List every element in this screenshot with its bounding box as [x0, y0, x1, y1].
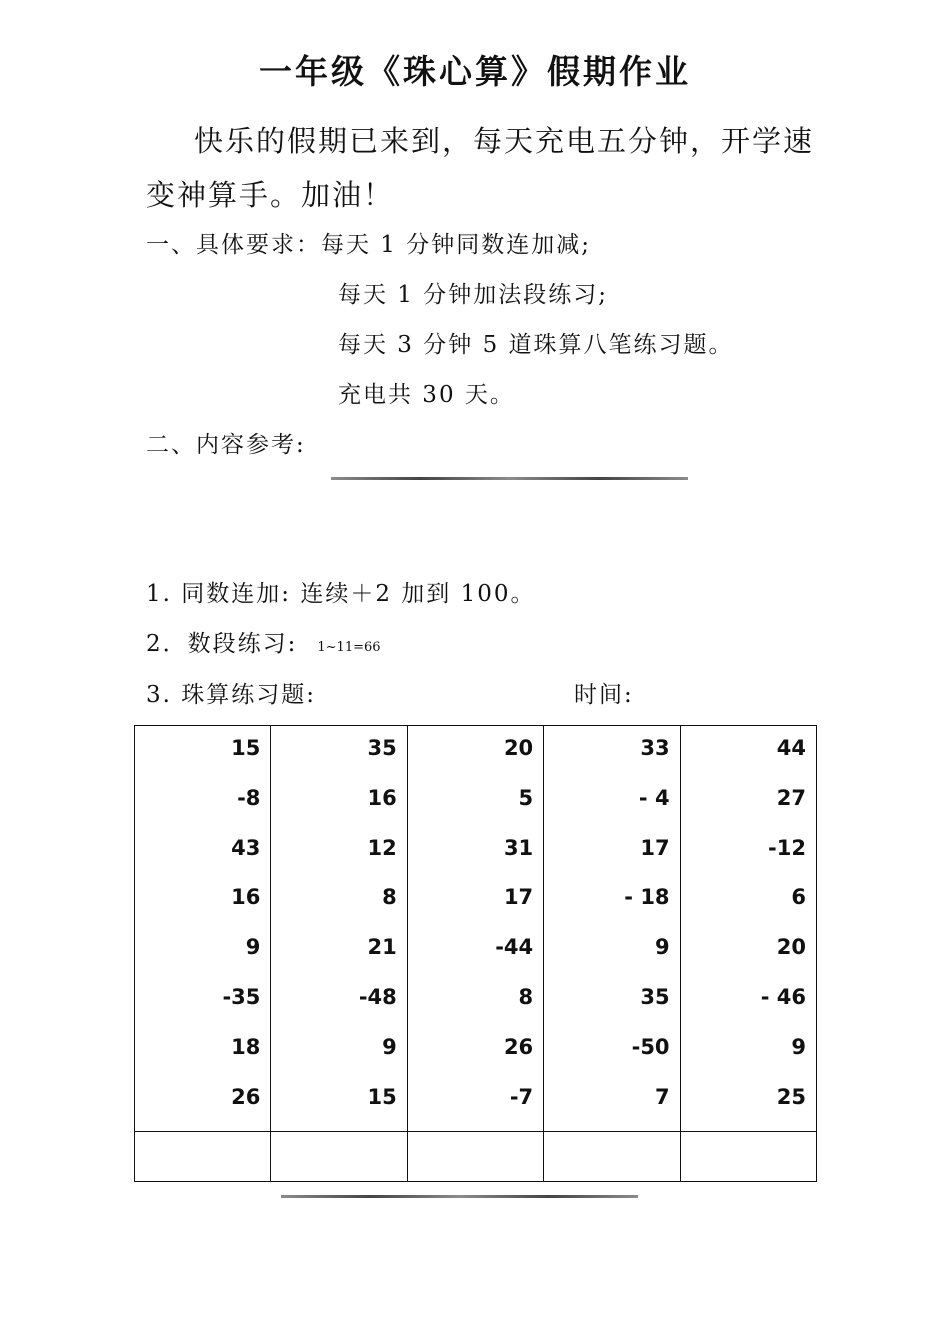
- problem-number: 20: [503, 736, 534, 760]
- problem-number: 15: [367, 1084, 397, 1109]
- problem-number: -48: [358, 984, 397, 1009]
- time-label: 时间:: [574, 682, 634, 708]
- problem-number: 5: [518, 785, 534, 810]
- problem-number: - 46: [760, 984, 806, 1009]
- problem-number: 44: [776, 736, 806, 760]
- problem-number: 8: [518, 984, 534, 1009]
- problem-number: -12: [768, 835, 806, 860]
- problem-number: 31: [503, 835, 534, 860]
- requirement-item: 充电共 30 天。: [338, 382, 515, 408]
- problem-number: 15: [231, 736, 261, 760]
- table-row: [135, 726, 817, 1132]
- problem-number: 7: [654, 1084, 670, 1109]
- problem-number: 9: [791, 1034, 806, 1059]
- intro-paragraph: 快乐的假期已来到，每天充电五分钟，开学速变神算手。加油！: [146, 124, 815, 212]
- problem-number: 6: [791, 885, 806, 910]
- number-segment-note: 1~11=66: [317, 640, 381, 655]
- problem-number: 20: [776, 935, 806, 960]
- answer-cell[interactable]: [544, 1132, 680, 1182]
- problem-number: - 4: [638, 785, 670, 810]
- problem-number: 9: [245, 935, 261, 960]
- problem-column: [544, 726, 680, 1132]
- requirements-section: [146, 226, 591, 259]
- answer-cell[interactable]: [680, 1132, 816, 1182]
- problem-number: -8: [237, 785, 261, 810]
- problem-column: [135, 726, 271, 1132]
- abacus-exercise-table: [134, 725, 817, 1182]
- problem-number: -44: [495, 935, 534, 960]
- answer-cell[interactable]: [135, 1132, 271, 1182]
- answer-cell[interactable]: [271, 1132, 407, 1182]
- problem-number: 26: [503, 1034, 534, 1059]
- problem-number: -35: [222, 984, 261, 1009]
- exercise-item-1: 1. 同数连加: 连续＋2 加到 100。: [146, 581, 536, 607]
- problem-number: 12: [367, 835, 397, 860]
- problem-number: 17: [503, 885, 534, 910]
- requirement-item: 每天 1 分钟同数连加减;: [321, 232, 592, 258]
- problem-column: [680, 726, 816, 1132]
- problem-number: 16: [367, 785, 397, 810]
- problem-number: 25: [776, 1084, 806, 1109]
- page-title: 一年级《珠心算》假期作业: [259, 52, 691, 91]
- exercise-item-2: [146, 625, 381, 658]
- problem-number: -7: [509, 1084, 534, 1109]
- requirement-item: 每天 3 分钟 5 道珠算八笔练习题。: [338, 332, 734, 358]
- content-reference-heading: 二、内容参考:: [146, 432, 306, 458]
- answer-row: [135, 1132, 817, 1182]
- problem-number: 27: [776, 785, 806, 810]
- divider-line: [331, 477, 688, 480]
- problem-number: 9: [654, 935, 670, 960]
- requirements-heading: 一、具体要求：: [146, 232, 321, 258]
- requirement-item: 每天 1 分钟加法段练习;: [338, 282, 609, 308]
- problem-number: -50: [631, 1034, 670, 1059]
- problem-column: [271, 726, 407, 1132]
- problem-number: 17: [640, 835, 670, 860]
- problem-number: - 18: [624, 885, 670, 910]
- problem-number: 16: [231, 885, 261, 910]
- problem-number: 18: [231, 1034, 261, 1059]
- problem-number: 35: [367, 736, 397, 760]
- problem-number: 33: [640, 736, 670, 760]
- problem-number: 21: [367, 935, 397, 960]
- problem-number: 9: [382, 1034, 397, 1059]
- problem-number: 8: [382, 885, 397, 910]
- problem-number: 43: [231, 835, 261, 860]
- problem-number: 35: [640, 984, 670, 1009]
- exercise-item-2-label: 2．数段练习:: [146, 631, 298, 657]
- problem-column: [407, 726, 543, 1132]
- exercise-item-3: 3. 珠算练习题:: [146, 682, 317, 708]
- answer-cell[interactable]: [407, 1132, 543, 1182]
- divider-line: [281, 1195, 638, 1198]
- problem-number: 26: [231, 1084, 261, 1109]
